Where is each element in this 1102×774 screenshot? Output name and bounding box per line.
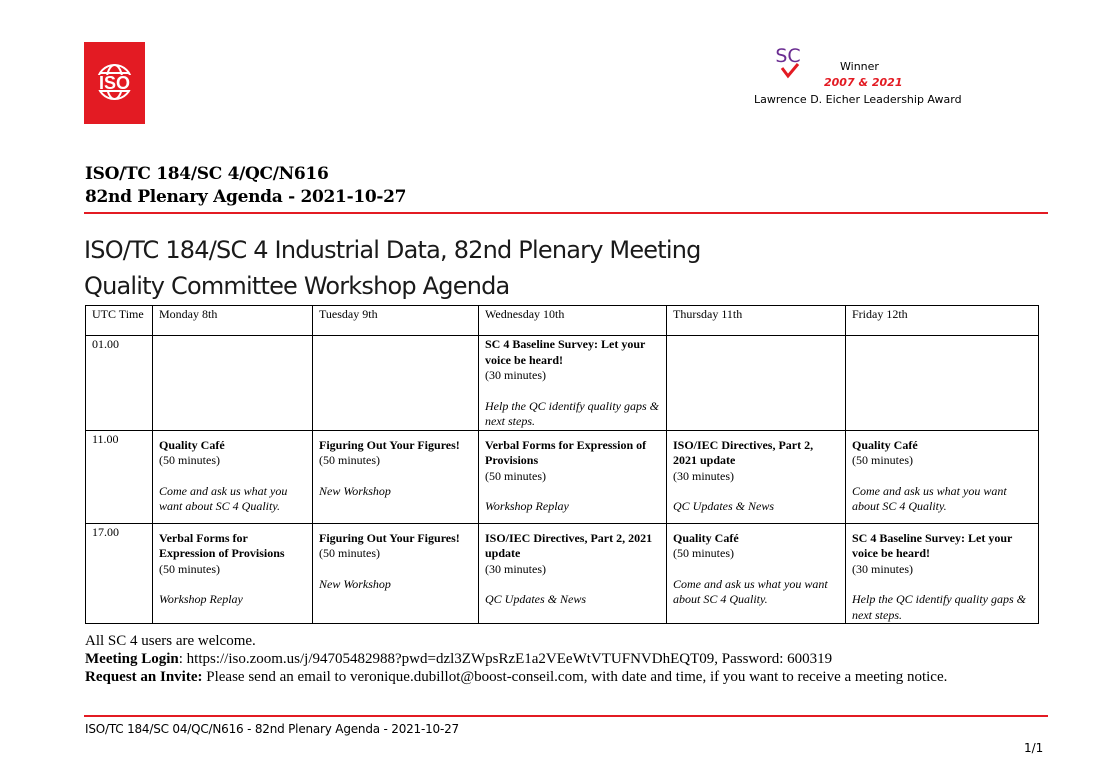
- page-number: 1/1: [1024, 741, 1044, 755]
- session-title: Figuring Out Your Figures!: [319, 530, 460, 545]
- table-row: [86, 430, 1039, 523]
- session-title: ISO/IEC Directives, Part 2, 2021 update: [673, 437, 814, 467]
- session-duration: (50 minutes): [159, 453, 220, 467]
- session-cell: [846, 430, 1039, 523]
- session-duration: (50 minutes): [852, 453, 913, 467]
- session-duration: (50 minutes): [159, 561, 220, 576]
- session-title: SC 4 Baseline Survey: Let your voice be heard!: [852, 530, 1013, 560]
- session-note: Help the QC identify quality gaps & next steps.: [485, 398, 659, 428]
- iso-logo-text: ISO: [98, 73, 131, 93]
- invite-label: Request an Invite:: [85, 669, 203, 685]
- document-reference: ISO/TC 184/SC 4/QC/N616: [85, 164, 329, 184]
- award-years: 2007 & 2021: [824, 76, 903, 89]
- day-header: Wednesday 10th: [479, 306, 667, 336]
- session-duration: (50 minutes): [319, 453, 380, 467]
- sc-logo-text: SC: [775, 45, 801, 67]
- time-column-header: UTC Time: [86, 306, 153, 336]
- time-cell: 11.00: [86, 430, 153, 523]
- session-duration: (50 minutes): [319, 546, 380, 560]
- session-duration: (30 minutes): [485, 368, 546, 382]
- session-duration: (50 minutes): [673, 546, 734, 560]
- session-cell: [667, 523, 846, 624]
- session-cell: [153, 430, 313, 523]
- session-note: Workshop Replay: [485, 499, 569, 513]
- time-cell: 17.00: [86, 523, 153, 624]
- session-note: Come and ask us what you want about SC 4 Quality.: [159, 483, 288, 513]
- session-cell: [479, 336, 667, 431]
- session-title: Verbal Forms for Expression of Provisions: [485, 437, 647, 467]
- session-duration: (30 minutes): [485, 561, 546, 576]
- day-header: Friday 12th: [846, 306, 1039, 336]
- day-header: Thursday 11th: [667, 306, 846, 336]
- agenda-table: [85, 305, 1039, 624]
- session-cell: [667, 336, 846, 431]
- session-title: SC 4 Baseline Survey: Let your voice be heard!: [485, 337, 646, 367]
- welcome-note: All SC 4 users are welcome.: [85, 633, 256, 649]
- session-title: Quality Café: [852, 437, 918, 452]
- table-row: [86, 523, 1039, 624]
- session-note: Come and ask us what you want about SC 4 Quality.: [673, 576, 828, 606]
- award-winner-label: Winner: [840, 60, 879, 73]
- document-subject: 82nd Plenary Agenda - 2021-10-27: [85, 187, 407, 207]
- session-note: Come and ask us what you want about SC 4 Quality.: [852, 483, 1007, 513]
- session-title: ISO/IEC Directives, Part 2, 2021 update: [485, 530, 653, 560]
- table-row: [86, 336, 1039, 431]
- session-title: Figuring Out Your Figures!: [319, 437, 460, 452]
- day-header: Monday 8th: [153, 306, 313, 336]
- session-cell: [667, 430, 846, 523]
- session-note: Help the QC identify quality gaps & next steps.: [852, 592, 1026, 622]
- session-cell: [846, 523, 1039, 624]
- footer-reference: ISO/TC 184/SC 04/QC/N616 - 82nd Plenary Agenda - 2021-10-27: [85, 722, 459, 736]
- iso-logo: [84, 42, 145, 124]
- session-title: Quality Café: [159, 437, 225, 452]
- time-cell: 01.00: [86, 336, 153, 431]
- session-cell: [846, 336, 1039, 431]
- meeting-login-line: [85, 650, 832, 668]
- session-title: Quality Café: [673, 530, 739, 545]
- meeting-login-link[interactable]: : https://iso.zoom.us/j/94705482988?pwd=dzl3ZWpsRzE1a2VEeWtVTUFNVDhEQT09, Password: 600319: [178, 651, 833, 667]
- invite-text[interactable]: Please send an email to veronique.dubillot@boost-conseil.com, with date and time, if you want to receive a meeting notice.: [202, 669, 948, 685]
- table-header-row: [86, 306, 1039, 336]
- session-cell: [153, 523, 313, 624]
- session-cell: [153, 336, 313, 431]
- session-cell: [313, 336, 479, 431]
- session-note: QC Updates & News: [673, 499, 775, 513]
- session-title: Verbal Forms for Expression of Provisions: [159, 530, 285, 560]
- session-cell: [479, 430, 667, 523]
- page-title: ISO/TC 184/SC 4 Industrial Data, 82nd Plenary Meeting: [84, 236, 701, 264]
- session-duration: (50 minutes): [485, 468, 546, 483]
- session-note: Workshop Replay: [159, 592, 243, 606]
- sc-award-logo: [772, 44, 808, 84]
- session-duration: (30 minutes): [852, 561, 913, 576]
- invite-line: [85, 668, 947, 686]
- session-cell: [313, 523, 479, 624]
- footer-divider: [84, 715, 1048, 717]
- session-note: New Workshop: [319, 483, 391, 498]
- header-divider: [84, 212, 1048, 214]
- session-duration: (30 minutes): [673, 468, 734, 483]
- document-reference-block: [85, 163, 406, 209]
- session-cell: [313, 430, 479, 523]
- page-subtitle: Quality Committee Workshop Agenda: [84, 272, 510, 300]
- session-note: New Workshop: [319, 576, 391, 591]
- session-note: QC Updates & News: [485, 592, 587, 606]
- meeting-login-label: Meeting Login: [85, 651, 179, 667]
- day-header: Tuesday 9th: [313, 306, 479, 336]
- award-name: Lawrence D. Eicher Leadership Award: [754, 93, 962, 106]
- award-badge: [750, 44, 980, 114]
- session-cell: [479, 523, 667, 624]
